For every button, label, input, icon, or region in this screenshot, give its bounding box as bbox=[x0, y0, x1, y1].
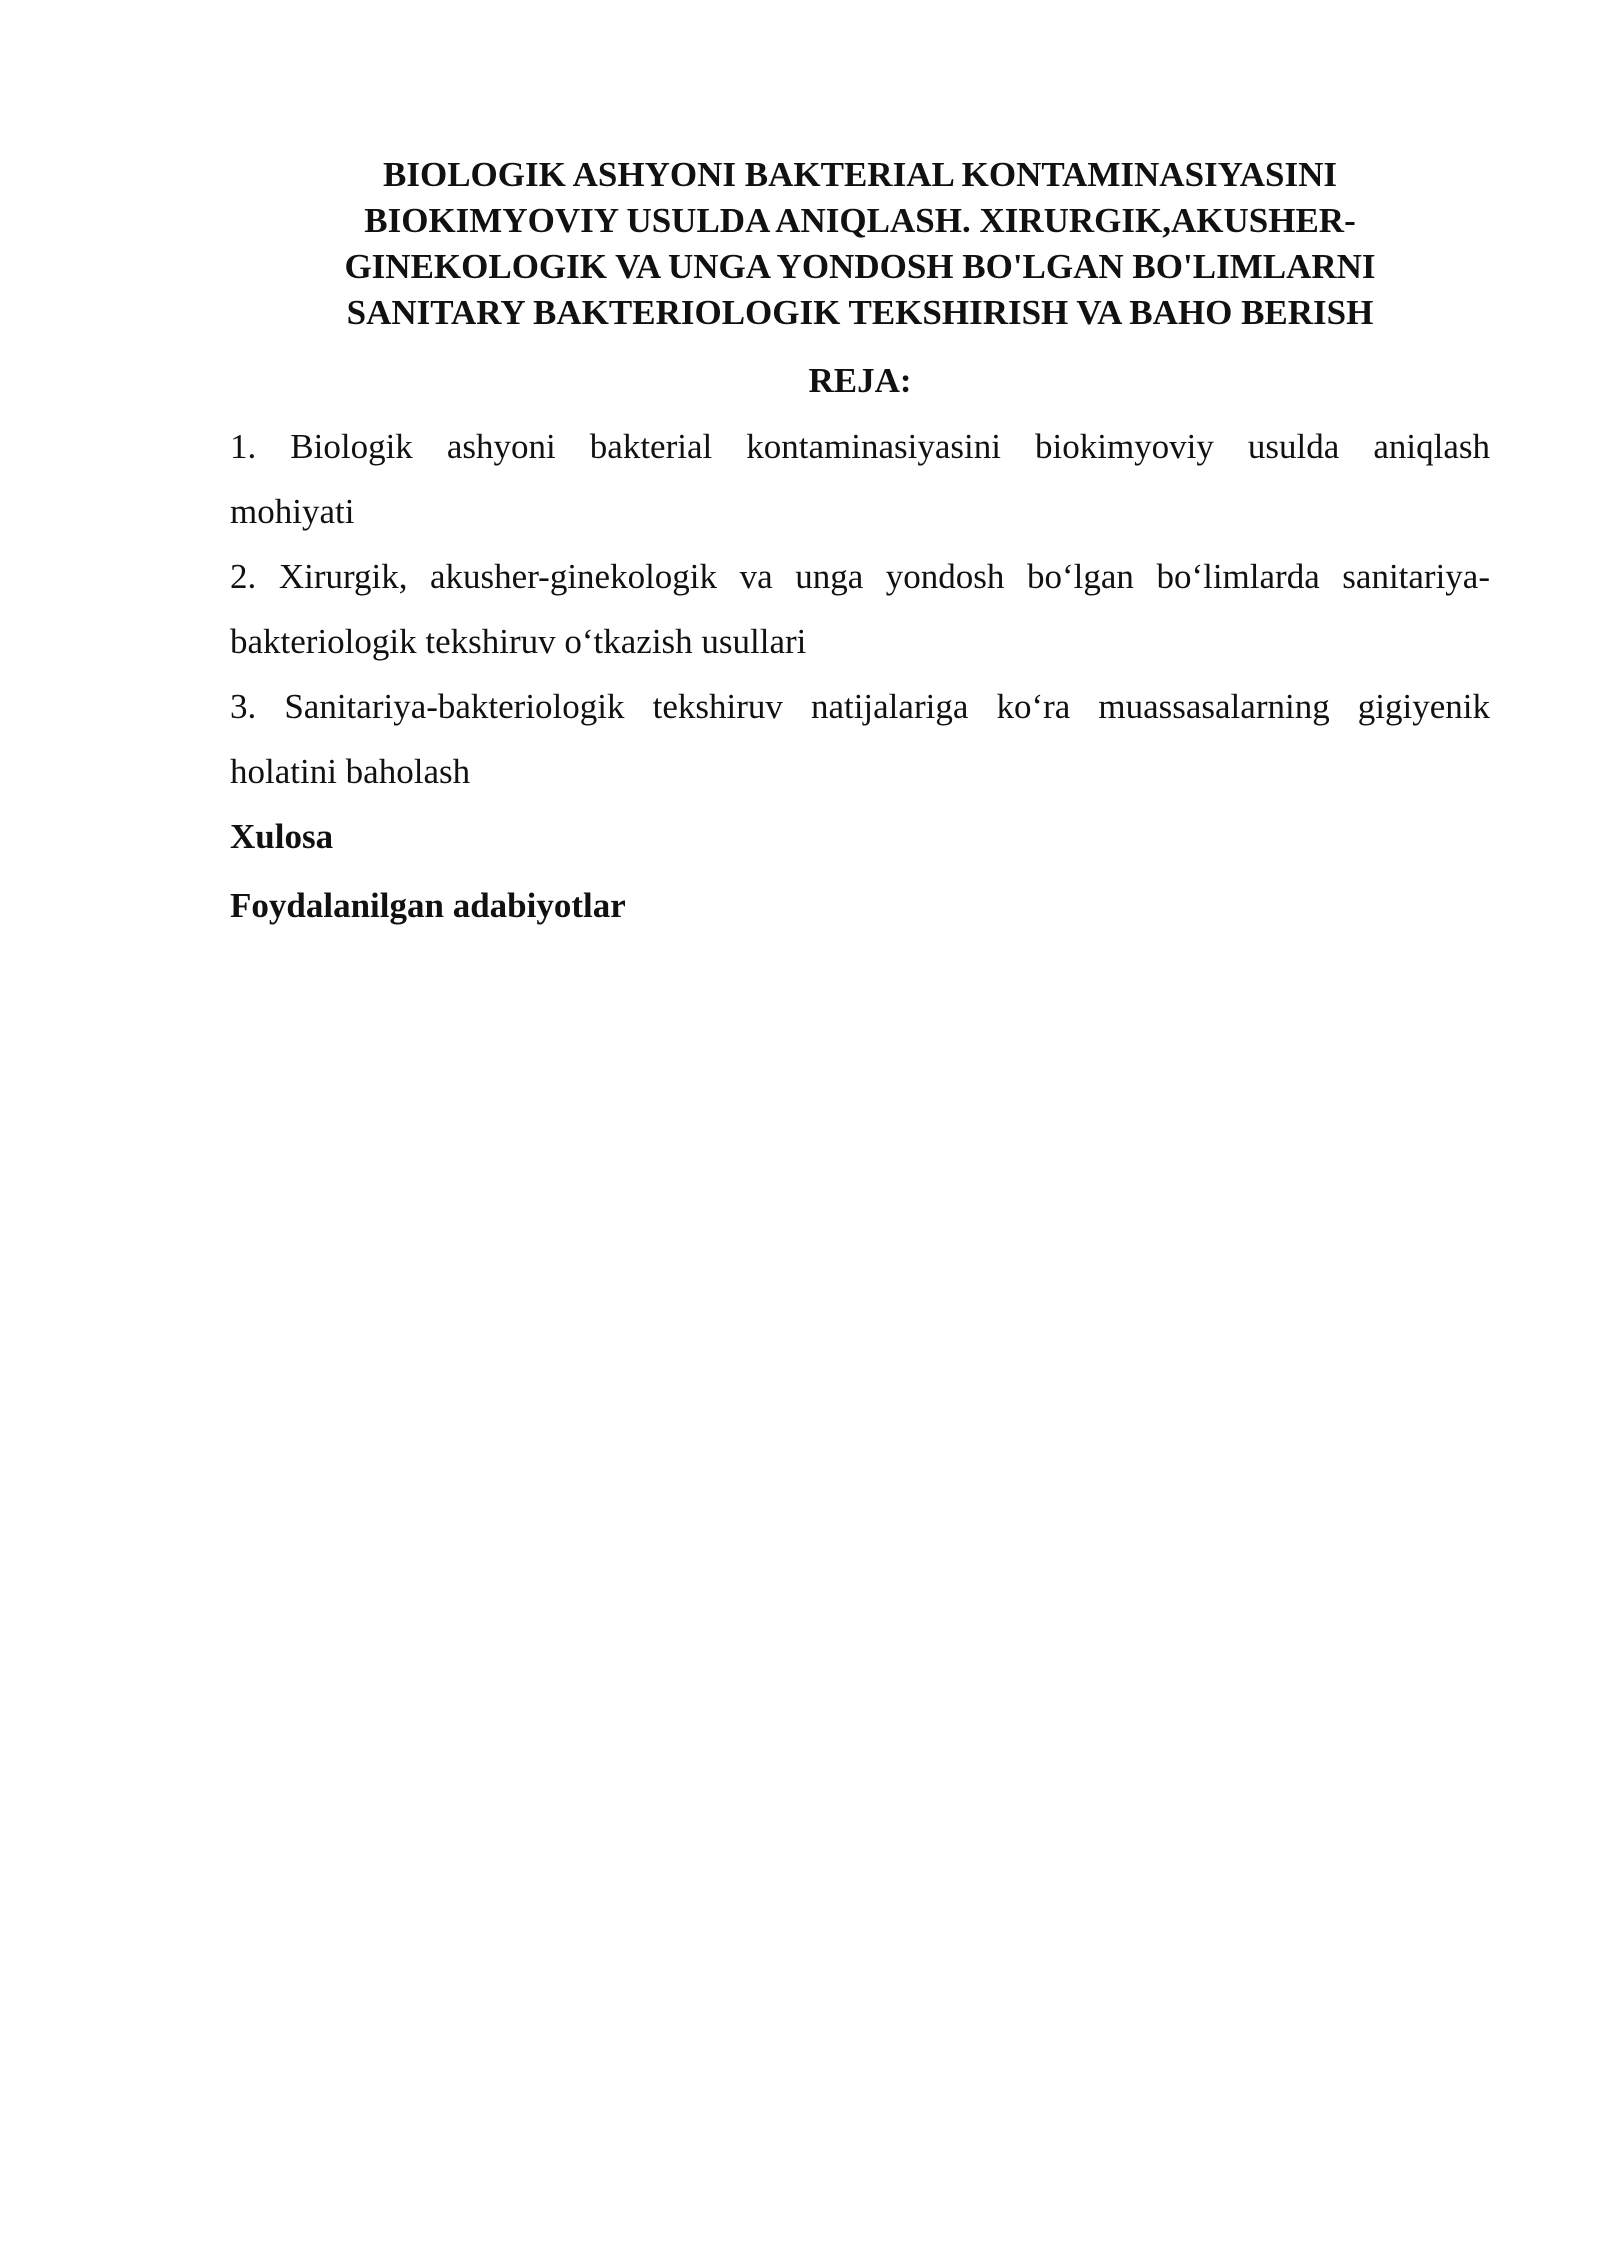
conclusion-heading: Xulosa bbox=[230, 817, 334, 856]
plan-heading: REJA: bbox=[808, 361, 912, 400]
plan-item-line: 1. Biologik ashyoni bakterial kontaminasiyasini biokimyoviy usulda aniqlash bbox=[230, 427, 1490, 466]
document-content bbox=[230, 152, 1490, 938]
title-line: SANITARY BAKTERIOLOGIK TEKSHIRISH VA BAHO BERISH bbox=[346, 293, 1374, 332]
title-line: BIOLOGIK ASHYONI BAKTERIAL KONTAMINASIYASINI bbox=[383, 155, 1337, 194]
plan-item-line: mohiyati bbox=[230, 492, 355, 531]
title-line: GINEKOLOGIK VA UNGA YONDOSH BO'LGAN BO'LIMLARNI bbox=[344, 247, 1376, 286]
plan-list bbox=[230, 414, 1490, 804]
plan-item-line: bakteriologik tekshiruv o‘tkazish usullari bbox=[230, 622, 807, 661]
plan-item-1 bbox=[230, 414, 1490, 544]
plan-item-2 bbox=[230, 544, 1490, 674]
plan-item-3 bbox=[230, 674, 1490, 804]
title-line: BIOKIMYOVIY USULDA ANIQLASH. XIRURGIK,AKUSHER- bbox=[364, 201, 1356, 240]
plan-item-line: 2. Xirurgik, akusher-ginekologik va unga yondosh bo‘lgan bo‘limlarda sanitariya- bbox=[230, 557, 1490, 596]
document-title bbox=[290, 152, 1430, 336]
references-heading: Foydalanilgan adabiyotlar bbox=[230, 886, 626, 925]
plan-item-line: holatini baholash bbox=[230, 752, 471, 791]
plan-item-line: 3. Sanitariya-bakteriologik tekshiruv natijalariga ko‘ra muassasalarning gigiyenik bbox=[230, 687, 1490, 726]
